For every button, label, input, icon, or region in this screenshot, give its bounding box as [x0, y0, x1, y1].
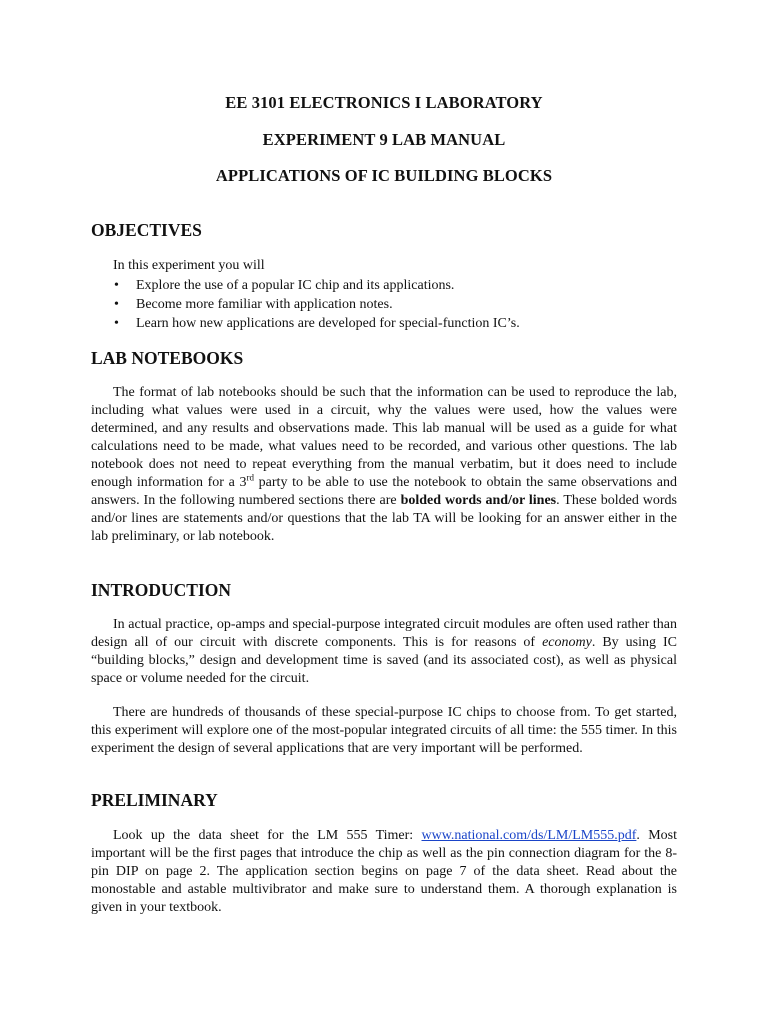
lab-notebooks-heading: LAB NOTEBOOKS [91, 348, 244, 368]
course-title: EE 3101 ELECTRONICS I LABORATORY [225, 93, 543, 112]
document-subtitle: APPLICATIONS OF IC BUILDING BLOCKS [215, 166, 553, 185]
objectives-heading: OBJECTIVES [91, 220, 202, 240]
datasheet-link[interactable]: www.national.com/ds/LM/LM555.pdf [421, 828, 637, 843]
bullet-icon: • [114, 278, 119, 293]
introduction-heading: INTRODUCTION [91, 580, 232, 600]
objective-text: Learn how new applications are developed for special-function IC’s. [136, 316, 520, 331]
paragraph-text: party to be able to use the notebook to obtain the same observations and answers. In the following numbered sections there are [91, 475, 677, 508]
paragraph-text: . These bolded words and/or lines are statements and/or questions that the lab TA will be looking for an answer either in the lab preliminary, or lab notebook. [91, 493, 678, 544]
objectives-list [113, 276, 520, 333]
introduction-paragraph-2: There are hundreds of thousands of these special-purpose IC chips to choose from. To get started, this experiment will explore one of the most-popular integrated circuits of all time: the 555 timer. In this experiment the design of several applications that are very important will be performed. [91, 705, 677, 756]
superscript: rd [246, 472, 255, 483]
list-item [113, 314, 520, 333]
bullet-icon: • [114, 316, 119, 331]
paragraph-text: . Most important will be the first pages that introduce the chip as well as the pin connection diagram for the 8-pin DIP on page 2. The application section begins on page 7 of the data sheet. Read about the monostable and astable multivibrator and make sure to understand them. A thorough explanation is given in your textbook. [91, 828, 677, 915]
lab-notebooks-paragraph [91, 384, 677, 546]
paragraph-text: Look up the data sheet for the LM 555 Timer: [113, 828, 422, 843]
preliminary-paragraph [91, 827, 677, 917]
list-item [113, 276, 520, 295]
list-item [113, 295, 520, 314]
paragraph-text: . By using IC “building blocks,” design and development time is saved (and its associated cost), as well as physical space or volume needed for the circuit. [91, 635, 677, 686]
experiment-title: EXPERIMENT 9 LAB MANUAL [262, 130, 506, 149]
emphasis-word: economy [542, 635, 592, 650]
bold-phrase: bolded words and/or lines [400, 493, 557, 508]
objective-text: Explore the use of a popular IC chip and its applications. [136, 278, 455, 293]
preliminary-heading: PRELIMINARY [91, 790, 218, 810]
objectives-intro: In this experiment you will [113, 258, 265, 273]
bullet-icon: • [114, 297, 119, 312]
introduction-paragraph-1 [91, 616, 677, 688]
paragraph-text: In actual practice, op-amps and special-purpose integrated circuit modules are often used rather than design all of our circuit with discrete components. This is for reasons of [91, 617, 677, 650]
paragraph-text: The format of lab notebooks should be such that the information can be used to reproduce the lab, including what values were used in a circuit, why the values were used, how the values were determined, and any results and observations made. This lab manual will be used as a guide for what calculations need to be made, what values need to be recorded, and various other questions. The lab notebook does not need to repeat everything from the manual verbatim, but it does need to include enough information for a 3 [91, 385, 677, 490]
objective-text: Become more familiar with application notes. [136, 297, 393, 312]
